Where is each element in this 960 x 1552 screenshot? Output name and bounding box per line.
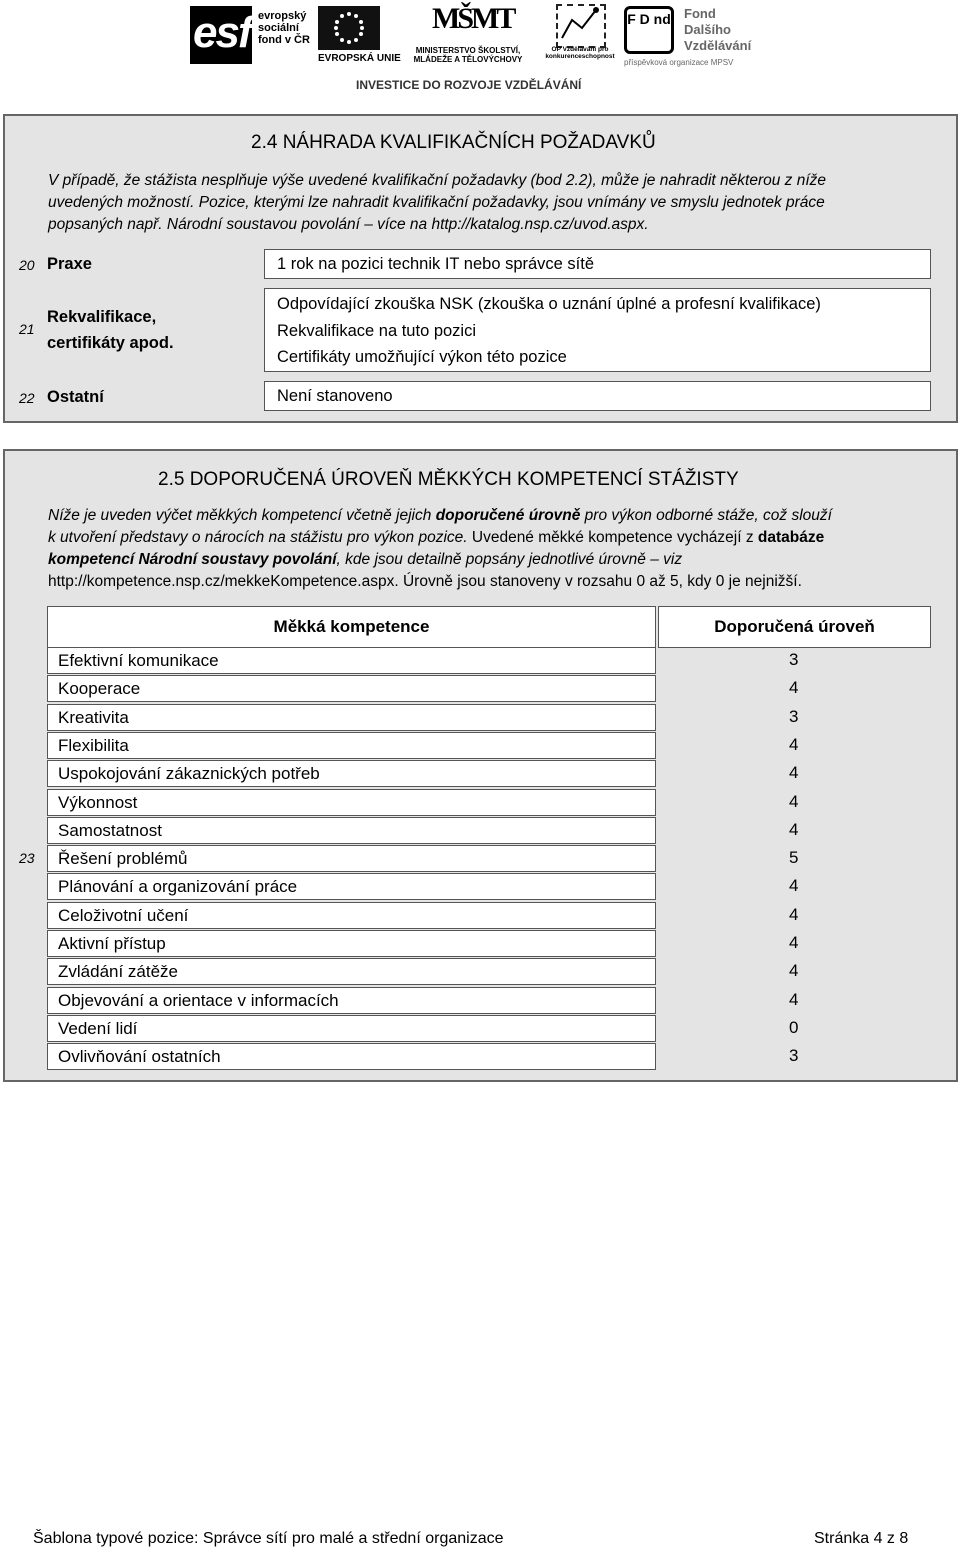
- competence-level-value: 4: [789, 876, 799, 896]
- competence-level-value: 5: [789, 848, 799, 868]
- competence-level-value: 4: [789, 791, 799, 811]
- competence-name: Uspokojování zákaznických potřeb: [47, 760, 656, 787]
- competence-level: [656, 845, 930, 872]
- competence-name: Efektivní komunikace: [47, 647, 656, 674]
- competence-level-value: 4: [789, 961, 799, 981]
- competence-name: Kooperace: [47, 675, 656, 702]
- msmt-logo-text: MINISTERSTVO ŠKOLSTVÍ, MLÁDEŽE A TĚLOVÝCHOVY: [413, 46, 523, 64]
- competence-level: [656, 873, 930, 900]
- competence-level-value: 0: [789, 1017, 799, 1037]
- col-header-level: Doporučená úroveň: [658, 606, 931, 648]
- competence-name: Aktivní přístup: [47, 930, 656, 957]
- table-row: [47, 958, 930, 985]
- competence-name: Výkonnost: [47, 789, 656, 816]
- row-number: 20: [19, 257, 35, 273]
- competence-name: Zvládání zátěže: [47, 958, 656, 985]
- msmt-logo: MŠMT: [432, 2, 514, 35]
- table-row: [47, 647, 930, 674]
- row-label-rekvalifikace: Rekvalifikace, certifikáty apod.: [47, 308, 174, 352]
- section-title: 2.5 DOPORUČENÁ ÚROVEŇ MĚKKÝCH KOMPETENCÍ STÁŽISTY: [158, 469, 739, 490]
- investment-slogan: INVESTICE DO ROZVOJE VZDĚLÁVÁNÍ: [356, 78, 582, 92]
- table-row: [47, 760, 930, 787]
- table-row: [47, 1043, 930, 1070]
- competence-level: [656, 958, 930, 985]
- section-qualification-substitution: [3, 114, 958, 423]
- esf-logo: esf: [190, 6, 252, 64]
- competence-name: Celoživotní učení: [47, 902, 656, 929]
- competence-level-value: 4: [789, 989, 799, 1009]
- competence-level-value: 4: [789, 763, 799, 783]
- competence-name: Ovlivňování ostatních: [47, 1043, 656, 1070]
- table-row: [47, 987, 930, 1014]
- fdv-logo-text: Fond Dalšího Vzdělávání: [684, 6, 752, 53]
- row-value-rekvalifikace: Odpovídající zkouška NSK (zkouška o uznání úplné a profesní kvalifikace) Rekvalifikace na tuto pozici Certifikáty umožňující výkon této pozice: [264, 288, 931, 372]
- competence-name: Vedení lidí: [47, 1015, 656, 1042]
- competence-level-value: 4: [789, 819, 799, 839]
- competence-level: [656, 817, 930, 844]
- competence-level: [656, 732, 930, 759]
- col-header-competence: Měkká kompetence: [47, 606, 656, 648]
- table-row: [47, 930, 930, 957]
- section-title: 2.4 NÁHRADA KVALIFIKAČNÍCH POŽADAVKŮ: [251, 132, 656, 153]
- competence-name: Flexibilita: [47, 732, 656, 759]
- competence-name: Objevování a orientace v informacích: [47, 987, 656, 1014]
- section-intro: V případě, že stážista nesplňuje výše uvedené kvalifikační požadavky (bod 2.2), může je nahradit některou z níže uvedených možností. Pozice, kterými lze nahradit kvalifikační požadavky, jsou vnímány ve smyslu jednotek práce popsaných např. Národní soustavou povolání – více na http://katalog.nsp.cz/uvod.aspx.: [48, 172, 827, 233]
- logo-header: [0, 0, 960, 100]
- op-vk-logo: [556, 4, 606, 48]
- row-number: 23: [19, 850, 35, 866]
- row-value-ostatni: Není stanoveno: [264, 381, 931, 411]
- competence-level: [656, 902, 930, 929]
- competence-level: [656, 1043, 930, 1070]
- row-number: 22: [19, 390, 35, 406]
- competence-level-value: 4: [789, 904, 799, 924]
- competence-name: Plánování a organizování práce: [47, 873, 656, 900]
- op-vk-logo-text: OP Vzdělávání pro konkurenceschopnost: [545, 46, 615, 60]
- eu-flag-icon: [318, 6, 380, 50]
- competence-name: Řešení problémů: [47, 845, 656, 872]
- fdv-logo-subtitle: příspěvková organizace MPSV: [624, 58, 734, 67]
- competence-level: [656, 675, 930, 702]
- table-row: [47, 732, 930, 759]
- row-number: 21: [19, 321, 35, 337]
- competence-level: [656, 647, 930, 674]
- competence-level: [656, 987, 930, 1014]
- section-soft-competences: [3, 449, 958, 1082]
- table-row: [47, 675, 930, 702]
- row-label-praxe: Praxe: [47, 255, 92, 273]
- table-row: [47, 1015, 930, 1042]
- esf-logo-text: evropský sociální fond v ČR: [258, 10, 310, 46]
- competence-level-value: 4: [789, 678, 799, 698]
- competence-name: Kreativita: [47, 704, 656, 731]
- competence-level: [656, 789, 930, 816]
- competence-level-value: 3: [789, 650, 799, 669]
- competence-level: [656, 1015, 930, 1042]
- competence-name: Samostatnost: [47, 817, 656, 844]
- footer-template-name: Šablona typové pozice: Správce sítí pro malé a střední organizace: [33, 1530, 504, 1547]
- competence-level: [656, 930, 930, 957]
- footer-page-number: Stránka 4 z 8: [814, 1530, 909, 1547]
- competence-level-value: 4: [789, 933, 799, 952]
- table-row: [47, 817, 930, 844]
- section-intro: Níže je uveden výčet měkkých kompetencí včetně jejich doporučené úrovně pro výkon odborné stáže, což slouží k utvoření představy o nárocích na stážistu pro výkon pozice. Uvedené měkké kompetence vycházejí z databáze kompetencí Národní soustavy povolání, kde jsou detailně popsány jednotlivé úrovně – viz http://kompetence.nsp.cz/mekkeKompetence.aspx. Úrovně jsou stanoveny v rozsahu 0 až 5, kdy 0 je nejnižší.: [48, 507, 832, 590]
- competence-level: [656, 704, 930, 731]
- table-row: [47, 704, 930, 731]
- row-label-ostatni: Ostatní: [47, 388, 104, 406]
- table-row: [47, 873, 930, 900]
- competence-level-value: 3: [789, 706, 799, 726]
- competence-level-value: 4: [789, 734, 799, 754]
- competence-level-value: 3: [789, 1046, 799, 1066]
- table-row: [47, 902, 930, 929]
- competence-level: [656, 760, 930, 787]
- fdv-logo: F D nd: [624, 6, 674, 54]
- table-row: [47, 845, 930, 872]
- table-row: [47, 789, 930, 816]
- row-value-praxe: 1 rok na pozici technik IT nebo správce sítě: [264, 249, 931, 279]
- eu-logo-text: EVROPSKÁ UNIE: [318, 53, 401, 64]
